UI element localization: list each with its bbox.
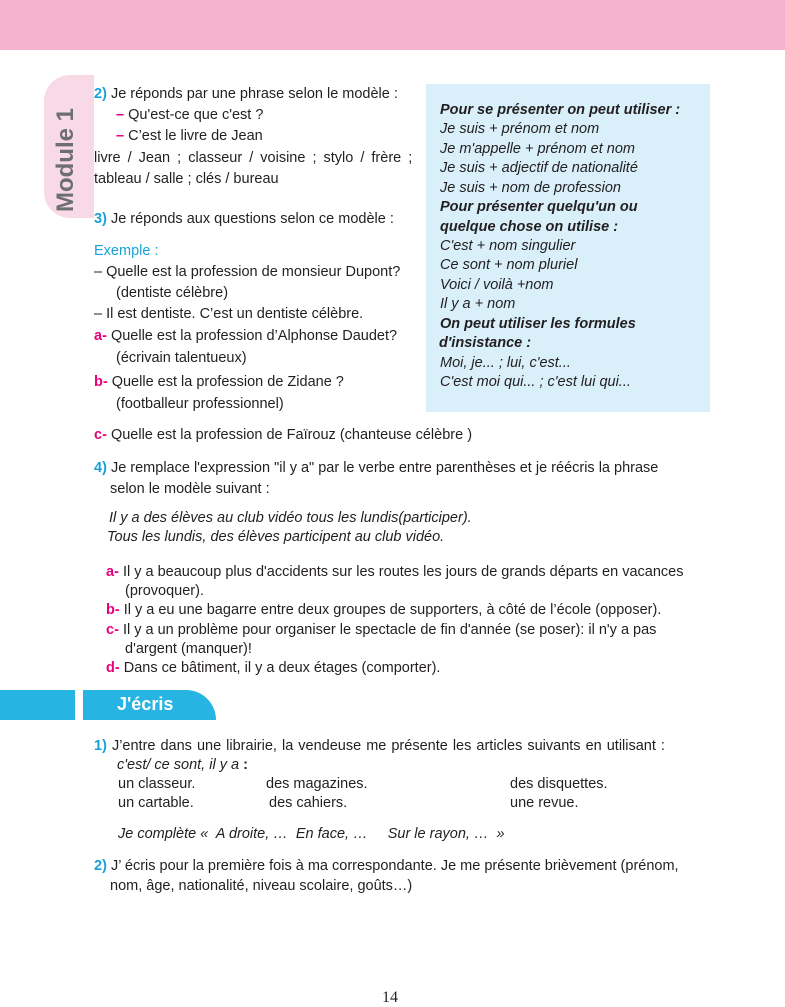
word-list-line-1: livre / Jean ; classeur / voisine ; stylo / frère ;: [94, 150, 413, 166]
exercise-2-number: 2): [94, 86, 107, 102]
item-b: b- Il y a eu une bagarre entre deux groupes de supporters, à côté de l’école (opposer).: [106, 602, 662, 618]
item-a-line-2: (provoquer).: [125, 583, 204, 599]
info-line: Il y a + nom: [440, 296, 516, 312]
article-col2-row2: des cahiers.: [269, 795, 348, 811]
example-question: – Quelle est la profession de monsieur Dupont?: [94, 264, 401, 280]
article-col3-row1: des disquettes.: [510, 776, 608, 792]
info-line: Pour se présenter on peut utiliser :: [440, 102, 681, 118]
info-line: On peut utiliser les formules: [440, 316, 636, 332]
exercise-2-text: Je réponds par une phrase selon le modèle :: [110, 86, 398, 102]
info-line: Je m'appelle + prénom et nom: [440, 141, 635, 157]
module-label: Module 1: [52, 107, 79, 212]
complete-instruction: Je complète « A droite, … En face, … Sur le rayon, … »: [118, 826, 505, 842]
item-c-line-2: d'argent (manquer)!: [125, 641, 252, 657]
exercise-4-number: 4): [94, 460, 107, 476]
example-label: Exemple :: [94, 243, 159, 259]
info-line: Pour présenter quelqu'un ou: [440, 199, 638, 215]
info-line: Je suis + nom de profession: [440, 180, 621, 196]
section-title: J'écris: [117, 694, 174, 714]
article-col1-row1: un classeur.: [118, 776, 196, 792]
model-question: – Qu'est-ce que c'est ?: [116, 107, 264, 123]
writing-2: 2) J’ écris pour la première fois à ma correspondante. Je me présente brièvement (prénom,: [94, 858, 679, 874]
info-line: quelque chose on utilise :: [440, 219, 619, 235]
info-line: Je suis + prénom et nom: [440, 121, 600, 137]
model-sentence-1: Il y a des élèves au club vidéo tous les lundis(participer).: [109, 510, 472, 526]
item-d: d- Dans ce bâtiment, il y a deux étages (comporter).: [106, 660, 441, 676]
item-a: a- Il y a beaucoup plus d'accidents sur les routes les jours de grands départs en vacances: [106, 564, 684, 580]
exercise-4-instruction: 4) Je remplace l'expression "il y a" par le verbe entre parenthèses et je réécris la phrase: [94, 460, 659, 476]
info-box: [426, 84, 710, 412]
writing-2-line-2: nom, âge, nationalité, niveau scolaire, goûts…): [110, 878, 413, 894]
exercise-3-text: Je réponds aux questions selon ce modèle :: [110, 211, 394, 227]
item-c: c- Il y a un problème pour organiser le spectacle de fin d'année (se poser): il n'y a pas: [106, 622, 657, 638]
info-line: Je suis + adjectif de nationalité: [440, 160, 638, 176]
exercise-2-instruction: [94, 86, 398, 102]
model-answer: – C’est le livre de Jean: [116, 128, 263, 144]
writing-1: 1) J’entre dans une librairie, la vendeuse me présente les articles suivants en utilisant :: [94, 738, 665, 754]
exercise-3-number: 3): [94, 211, 107, 227]
writing-2-number: 2): [94, 858, 107, 874]
info-line: d'insistance :: [439, 335, 532, 351]
word-list-line-2: tableau / salle ; clés / bureau: [94, 171, 279, 187]
exercise-3-instruction: [94, 211, 394, 227]
article-col2-row1: des magazines.: [266, 776, 368, 792]
writing-1-line-2: c'est/ ce sont, il y a :: [117, 757, 248, 773]
info-line: Voici / voilà +nom: [440, 277, 554, 293]
example-answer: – Il est dentiste. C’est un dentiste célèbre.: [94, 306, 364, 322]
header-band: [0, 0, 785, 50]
question-a: a- Quelle est la profession d’Alphonse Daudet?: [94, 328, 398, 344]
info-line: Moi, je... ; lui, c'est...: [440, 355, 571, 371]
info-line: C'est + nom singulier: [440, 238, 576, 254]
section-bar: [0, 690, 75, 720]
question-c: c- Quelle est la profession de Faïrouz (chanteuse célèbre ): [94, 427, 473, 443]
article-col1-row2: un cartable.: [118, 795, 194, 811]
info-line: C'est moi qui... ; c'est lui qui...: [440, 374, 631, 390]
question-a-hint: (écrivain talentueux): [116, 350, 247, 366]
article-col3-row2: une revue.: [510, 795, 579, 811]
question-b: b- Quelle est la profession de Zidane ?: [94, 374, 344, 390]
info-line: Ce sont + nom pluriel: [440, 257, 578, 273]
writing-1-number: 1): [94, 738, 107, 754]
model-sentence-2: Tous les lundis, des élèves participent au club vidéo.: [107, 529, 445, 545]
example-hint: (dentiste célèbre): [116, 285, 229, 301]
question-b-hint: (footballeur professionnel): [116, 396, 284, 412]
exercise-4-instruction-line-2: selon le modèle suivant :: [110, 481, 270, 497]
page-number: 14: [382, 989, 398, 1006]
